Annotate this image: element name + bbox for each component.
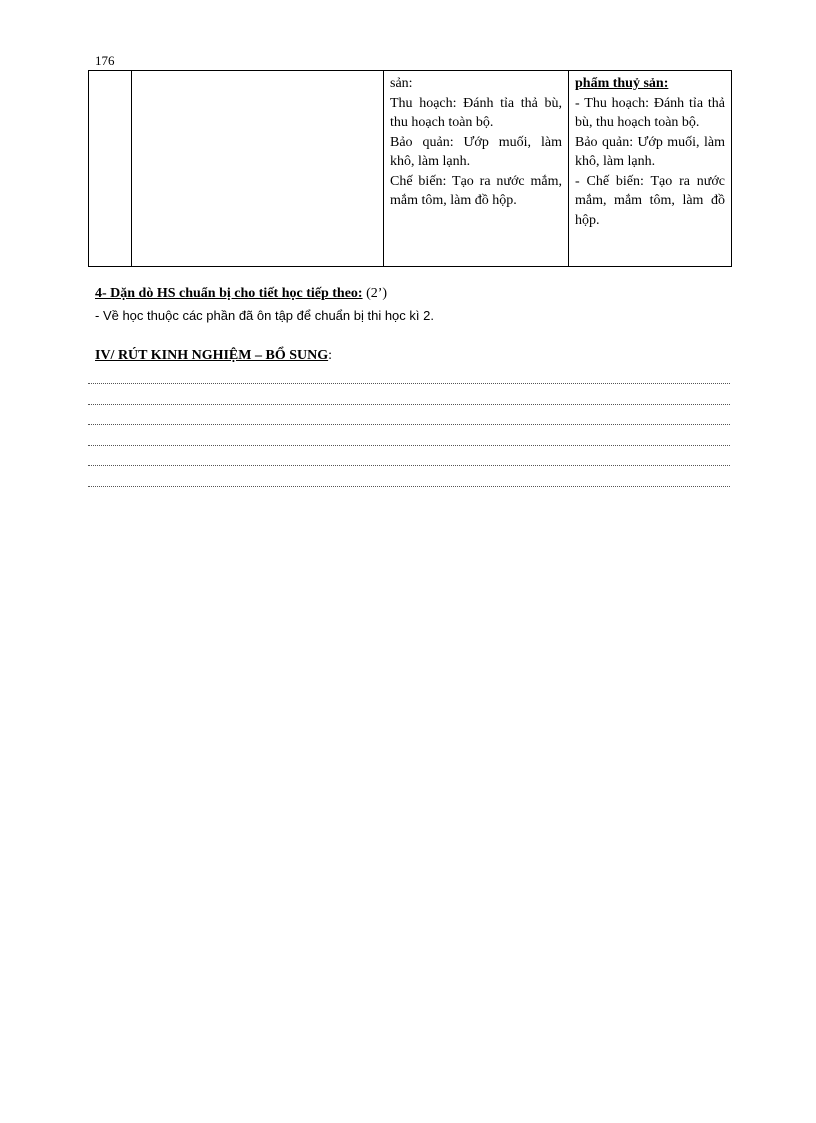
cell-text-line: - Chế biến: Tạo ra nước mắm, mắm tôm, làm đồ hộp. [575, 173, 725, 228]
cell-text-line: Bảo quản: Ướp muối, làm khô, làm lạnh. [390, 134, 562, 169]
table-cell-content-3 [384, 71, 569, 267]
notes-line [88, 404, 730, 405]
homework-heading [95, 285, 387, 303]
notes-line [88, 424, 730, 425]
table-row [89, 71, 732, 267]
review-heading-colon: : [328, 348, 332, 363]
notes-line [88, 465, 730, 466]
cell-text-line: Bảo quản: Ướp muối, làm khô, làm lạnh. [575, 134, 725, 169]
cell-text-line: - Thu hoạch: Đánh tỉa thả bù, thu hoạch toàn bộ. [575, 95, 725, 130]
notes-line [88, 486, 730, 487]
cell-title: phẩm thuỷ sản: [575, 76, 669, 91]
homework-instruction: - Về học thuộc các phần đã ôn tập để chuẩn bị thi học kì 2. [95, 308, 434, 323]
table-cell-empty-1 [89, 71, 132, 267]
review-heading-text: IV/ RÚT KINH NGHIỆM – BỔ SUNG [95, 348, 329, 363]
homework-heading-text: 4- Dặn dò HS chuẩn bị cho tiết học tiếp theo: [95, 286, 363, 301]
homework-time: (2’) [362, 286, 388, 301]
cell-text-line: Chế biến: Tạo ra nước mắm, mắm tôm, làm đồ hộp. [390, 173, 562, 208]
review-heading [95, 347, 332, 365]
lesson-table [88, 70, 732, 267]
cell-text-line: Thu hoạch: Đánh tỉa thả bù, thu hoạch toàn bộ. [390, 95, 562, 130]
table-cell-empty-2 [132, 71, 384, 267]
notes-line [88, 383, 730, 384]
cell-text-line: sản: [390, 76, 413, 91]
notes-line [88, 445, 730, 446]
table-cell-content-4 [569, 71, 732, 267]
page-number: 176 [95, 53, 115, 68]
